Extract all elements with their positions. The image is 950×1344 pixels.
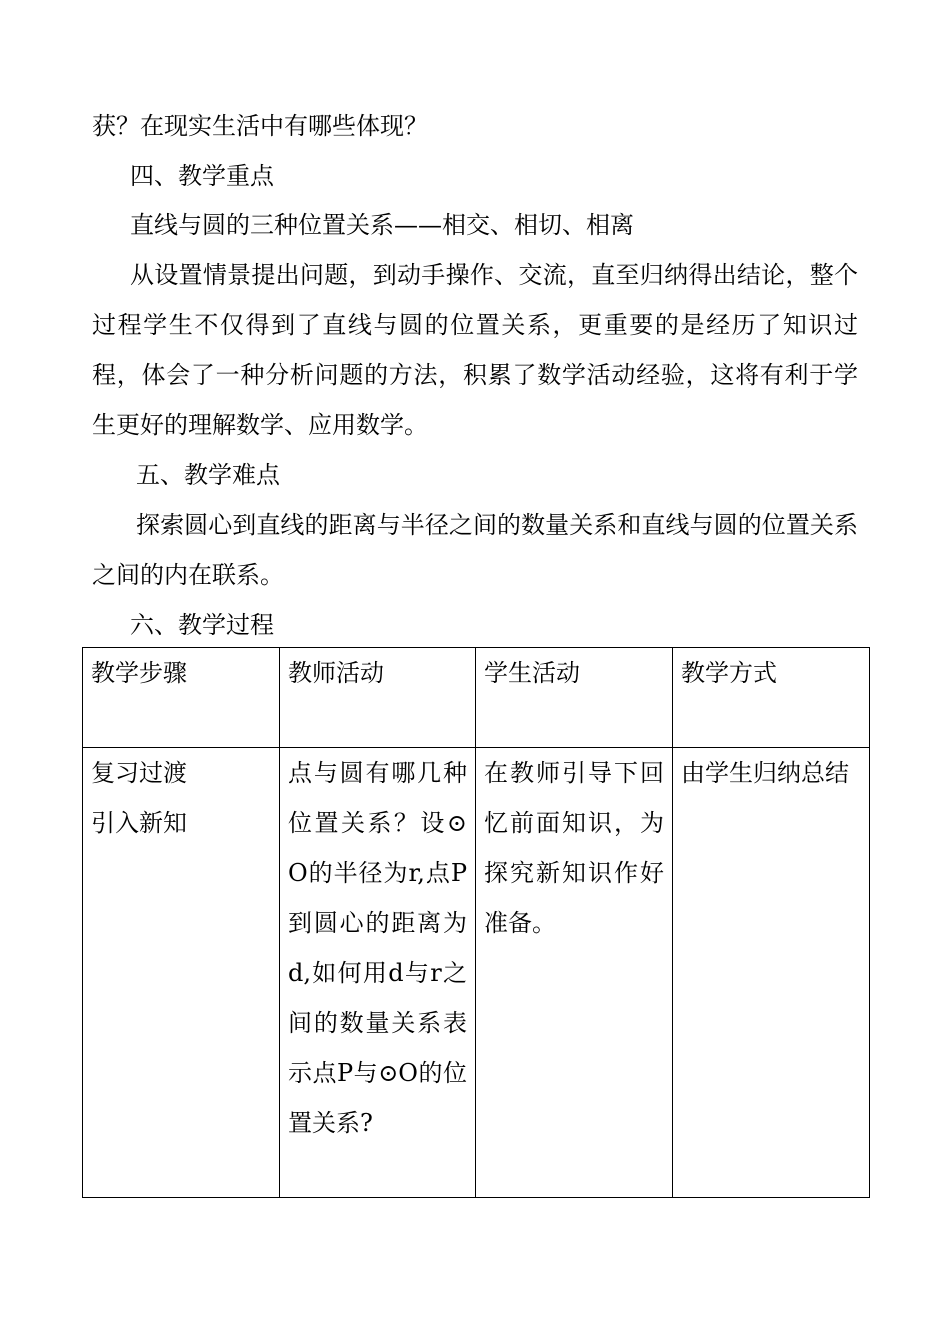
section5-paragraph: 探索圆心到直线的距离与半径之间的数量关系和直线与圆的位置关系之间的内在联系。: [92, 511, 858, 589]
table-row: [83, 748, 870, 1198]
intro-tail-text: 获？在现实生活中有哪些体现？: [92, 112, 428, 140]
header-cell-step: 教学步骤: [83, 648, 280, 748]
header-cell-teacher: 教师活动: [280, 648, 476, 748]
teacher-activity-cell: 点与圆有哪几种位置关系？设⊙O的半径为r,点P到圆心的距离为d,如何用d与r之间的数量关系表示点P与⊙O的位置关系?: [280, 748, 476, 1198]
teaching-method-cell: 由学生归纳总结: [673, 748, 870, 1198]
section6-heading: 六、教学过程: [130, 611, 274, 639]
step-line-2: 引入新知: [91, 809, 187, 837]
step-line-1: 复习过渡: [91, 759, 187, 787]
table-header-row: [83, 648, 870, 748]
section4-focus: 直线与圆的三种位置关系——相交、相切、相离: [130, 211, 634, 239]
section4-paragraph: 从设置情景提出问题，到动手操作、交流，直至归纳得出结论，整个过程学生不仅得到了直线与圆的位置关系，更重要的是经历了知识过程，体会了一种分析问题的方法，积累了数学活动经验，这将有利于学生更好的理解数学、应用数学。: [92, 261, 858, 439]
step-cell: [83, 748, 280, 1198]
header-cell-student: 学生活动: [476, 648, 673, 748]
teaching-process-table: [82, 647, 870, 1198]
section5-heading: 五、教学难点: [136, 461, 280, 489]
section4-heading: 四、教学重点: [130, 162, 274, 190]
student-activity-cell: 在教师引导下回忆前面知识，为探究新知识作好准备。: [476, 748, 673, 1198]
header-cell-method: 教学方式: [673, 648, 870, 748]
